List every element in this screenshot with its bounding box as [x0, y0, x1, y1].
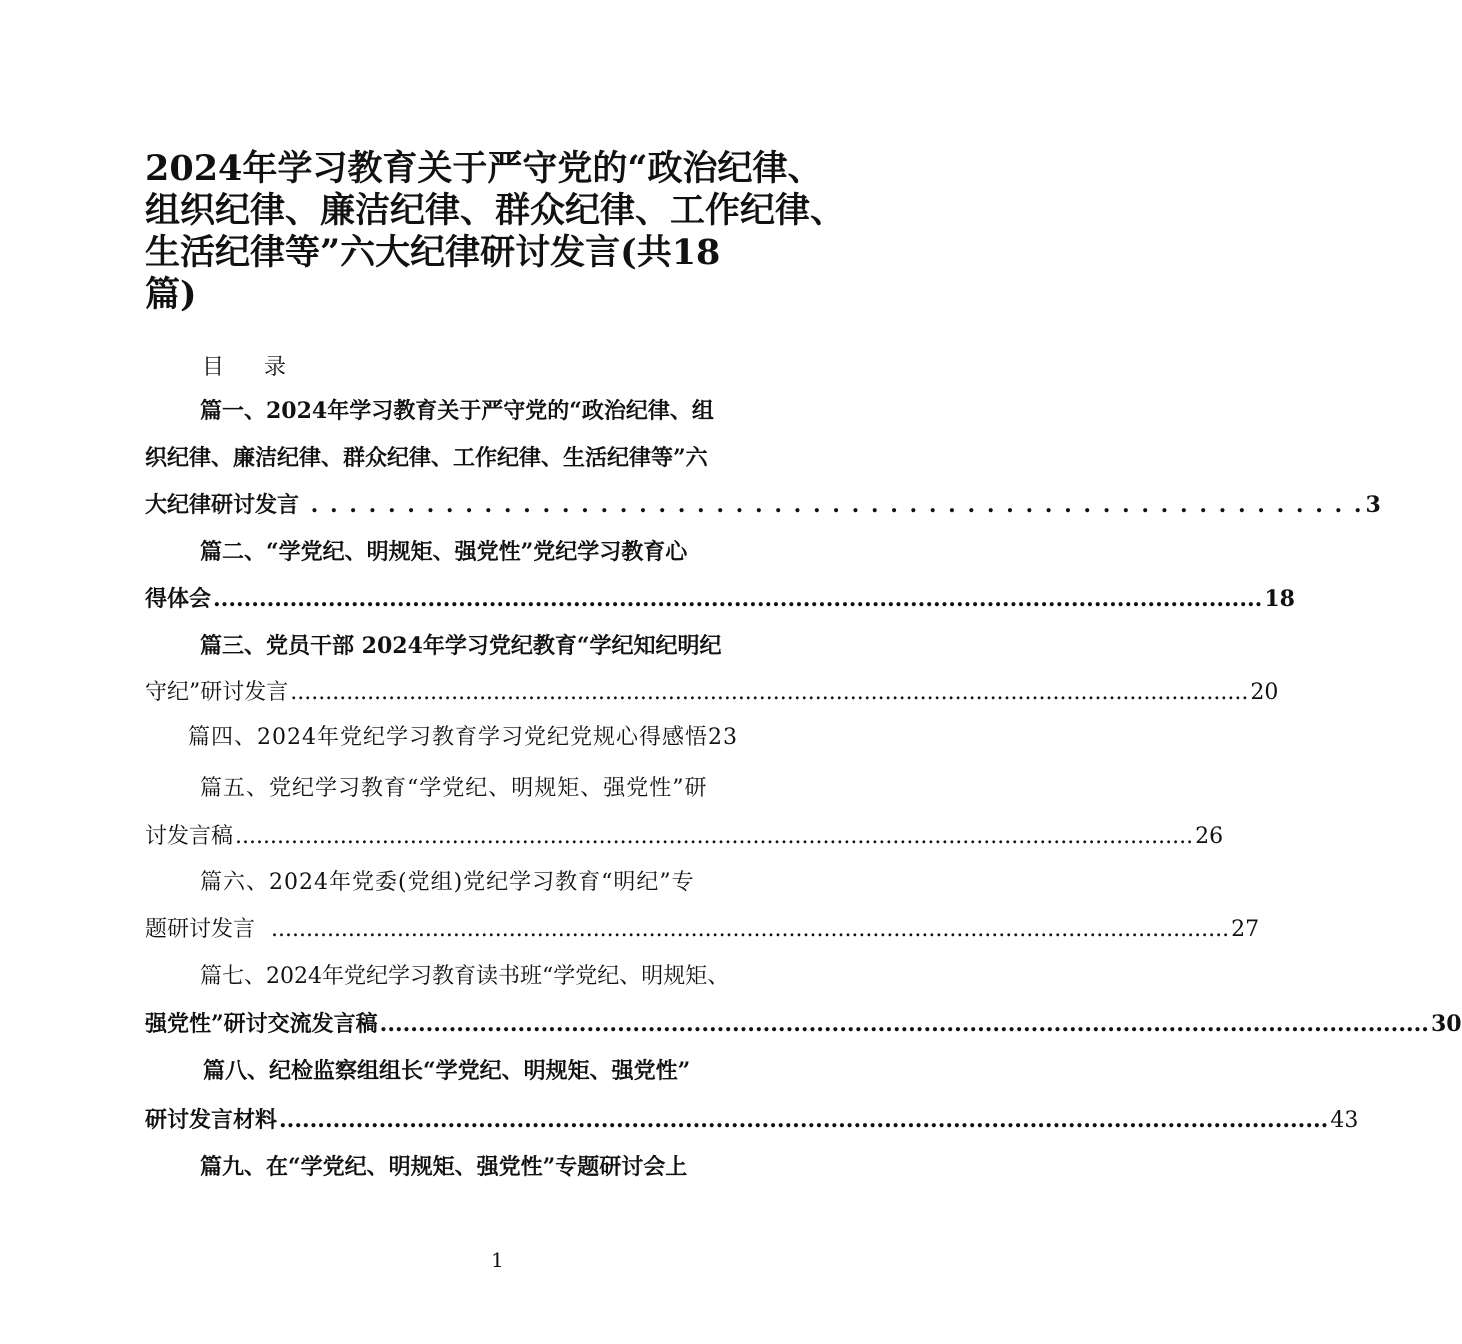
toc-entry-4-line[interactable]: 篇四、2024年党纪学习教育学习党纪党规心得感悟23 [188, 725, 738, 750]
toc-heading-left: 目 [202, 355, 225, 380]
toc-entry-7-last-line[interactable] [145, 1009, 1462, 1039]
page-number: 1 [491, 1248, 504, 1272]
toc-entry-5-last-line[interactable] [145, 822, 1224, 852]
toc-entry-7-line-1[interactable]: 篇七、2024年党纪学习教育读书班“学党纪、明规矩、 [200, 964, 730, 989]
toc-entry-6-last-line[interactable] [145, 915, 1260, 945]
toc-entry-1-line-2[interactable]: 织纪律、廉洁纪律、群众纪律、工作纪律、生活纪律等”六 [145, 445, 708, 471]
toc-heading [202, 350, 286, 381]
title-line: 生活纪律等”六大纪律研讨发言(共18 [145, 232, 721, 273]
toc-entry-9-line-1[interactable]: 篇九、在“学党纪、明规矩、强党性”专题研讨会上 [200, 1154, 688, 1180]
toc-heading-right: 录 [264, 355, 287, 380]
toc-entry-7-page: 30 [1430, 1011, 1462, 1037]
toc-entry-1-last-line[interactable] [145, 490, 1381, 520]
title-line: 组织纪律、廉洁纪律、群众纪律、工作纪律、 [145, 190, 846, 231]
toc-leader-dots: ......................................................................................................................................... [290, 680, 1249, 705]
toc-entry-6-text: 题研讨发言 [145, 917, 256, 942]
toc-leader-dots: . . . . . . . . . . . . . . . . . . . . . . . . . . . . . . . . . . . . . . . . . . . . . . . . . . . . . . . [301, 492, 1364, 518]
toc-entry-1-text: 大纪律研讨发言 [145, 492, 300, 518]
title-line: 篇) [145, 274, 197, 315]
toc-entry-2-line-1[interactable]: 篇二、“学党纪、明规矩、强党性”党纪学习教育心 [200, 539, 688, 565]
document-title [145, 148, 846, 316]
toc-entry-8-last-line[interactable] [145, 1105, 1359, 1136]
toc-entry-6-page: 27 [1231, 917, 1260, 942]
toc-entry-5-line-1[interactable]: 篇五、党纪学习教育“学党纪、明规矩、强党性”研 [200, 776, 708, 801]
toc-entry-7-text: 强党性”研讨交流发言稿 [145, 1011, 378, 1037]
toc-entry-2-text: 得体会 [145, 586, 212, 612]
toc-entry-8-page: 43 [1330, 1108, 1359, 1133]
toc-entry-2-last-line[interactable] [145, 584, 1295, 614]
toc-entry-3-page: 20 [1250, 680, 1279, 705]
toc-entry-1-page: 3 [1365, 492, 1381, 518]
toc-entry-5-text: 讨发言稿 [145, 824, 234, 849]
toc-entry-3-last-line[interactable] [145, 678, 1279, 708]
toc-leader-dots: ......................................................................................................................................... [379, 1011, 1429, 1037]
toc-leader-dots: ......................................................................................................................................... [279, 1107, 1329, 1133]
toc-leader-dots: ......................................................................................................................................... [213, 586, 1263, 612]
toc-entry-6-line-1[interactable]: 篇六、2024年党委(党组)党纪学习教育“明纪”专 [200, 870, 695, 895]
toc-entry-3-text: 守纪”研讨发言 [145, 680, 289, 705]
toc-leader-dots: ......................................................................................................................................... [235, 824, 1194, 849]
toc-entry-8-text: 研讨发言材料 [145, 1107, 278, 1133]
toc-leader-dots: ......................................................................................................................................... [257, 917, 1230, 942]
toc-entry-1-line-1[interactable]: 篇一、2024年学习教育关于严守党的“政治纪律、组 [200, 398, 714, 424]
title-line: 2024年学习教育关于严守党的“政治纪律、 [145, 148, 823, 189]
toc-entry-3-line-1[interactable]: 篇三、党员干部 2024年学习党纪教育“学纪知纪明纪 [200, 633, 722, 659]
toc-entry-2-page: 18 [1264, 586, 1295, 612]
toc-entry-8-line-1[interactable]: 篇八、纪检监察组组长“学党纪、明规矩、强党性” [203, 1058, 691, 1084]
toc-entry-5-page: 26 [1195, 824, 1224, 849]
